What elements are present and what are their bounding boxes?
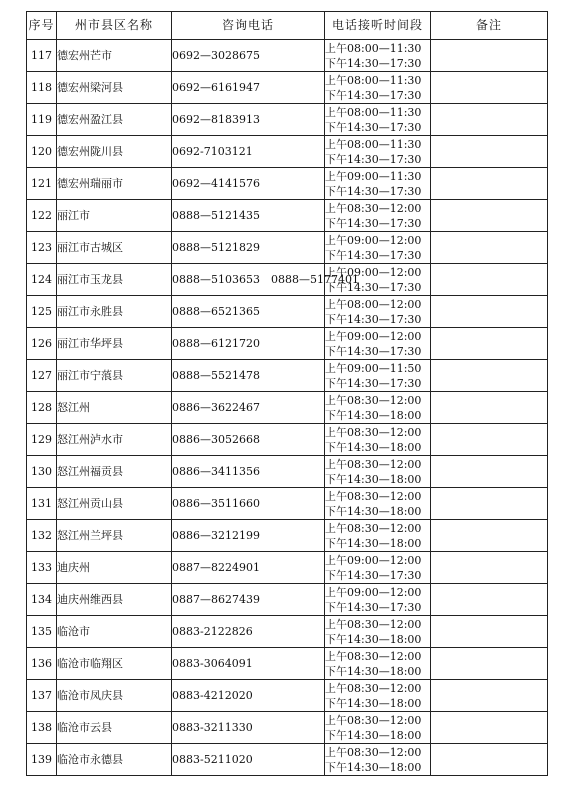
region-name: 临沧市 bbox=[57, 616, 172, 648]
row-number: 136 bbox=[27, 648, 57, 680]
phone-number: 0883-3064091 bbox=[172, 648, 325, 680]
phone-number: 0886—3212199 bbox=[172, 520, 325, 552]
note-cell bbox=[431, 392, 548, 424]
row-number: 135 bbox=[27, 616, 57, 648]
region-name: 丽江市玉龙县 bbox=[57, 264, 172, 296]
answering-hours bbox=[325, 104, 431, 136]
header-region: 州市县区名称 bbox=[57, 12, 172, 40]
table-row bbox=[27, 328, 548, 360]
morning-hours: 上午09:00—12:00 bbox=[325, 553, 422, 567]
morning-hours: 上午08:00—12:00 bbox=[325, 297, 422, 311]
afternoon-hours: 下午14:30—17:30 bbox=[325, 344, 422, 358]
header-hours: 电话接听时间段 bbox=[325, 12, 431, 40]
note-cell bbox=[431, 488, 548, 520]
region-name: 丽江市 bbox=[57, 200, 172, 232]
region-name: 怒江州贡山县 bbox=[57, 488, 172, 520]
note-cell bbox=[431, 136, 548, 168]
morning-hours: 上午09:00—11:30 bbox=[325, 169, 422, 183]
note-cell bbox=[431, 40, 548, 72]
morning-hours: 上午08:00—11:30 bbox=[325, 137, 422, 151]
morning-hours: 上午08:30—12:00 bbox=[325, 425, 422, 439]
afternoon-hours: 下午14:30—17:30 bbox=[325, 56, 422, 70]
row-number: 130 bbox=[27, 456, 57, 488]
answering-hours bbox=[325, 72, 431, 104]
morning-hours: 上午08:30—12:00 bbox=[325, 649, 422, 663]
note-cell bbox=[431, 72, 548, 104]
table-row bbox=[27, 296, 548, 328]
morning-hours: 上午08:00—11:30 bbox=[325, 41, 422, 55]
table-row bbox=[27, 680, 548, 712]
afternoon-hours: 下午14:30—17:30 bbox=[325, 184, 422, 198]
afternoon-hours: 下午14:30—17:30 bbox=[325, 600, 422, 614]
afternoon-hours: 下午14:30—17:30 bbox=[325, 152, 422, 166]
morning-hours: 上午08:00—11:30 bbox=[325, 73, 422, 87]
afternoon-hours: 下午14:30—18:00 bbox=[325, 472, 422, 486]
answering-hours bbox=[325, 40, 431, 72]
phone-number: 0883-5211020 bbox=[172, 744, 325, 776]
morning-hours: 上午08:30—12:00 bbox=[325, 393, 422, 407]
table-row bbox=[27, 72, 548, 104]
table-row bbox=[27, 616, 548, 648]
row-number: 138 bbox=[27, 712, 57, 744]
phone-number: 0886—3411356 bbox=[172, 456, 325, 488]
afternoon-hours: 下午14:30—17:30 bbox=[325, 280, 422, 294]
morning-hours: 上午08:00—11:30 bbox=[325, 105, 422, 119]
answering-hours bbox=[325, 392, 431, 424]
region-name: 怒江州兰坪县 bbox=[57, 520, 172, 552]
morning-hours: 上午09:00—12:00 bbox=[325, 585, 422, 599]
note-cell bbox=[431, 712, 548, 744]
afternoon-hours: 下午14:30—17:30 bbox=[325, 120, 422, 134]
answering-hours bbox=[325, 200, 431, 232]
document-page bbox=[26, 11, 547, 776]
table-row bbox=[27, 232, 548, 264]
contact-table bbox=[26, 11, 548, 776]
note-cell bbox=[431, 744, 548, 776]
answering-hours bbox=[325, 296, 431, 328]
row-number: 121 bbox=[27, 168, 57, 200]
note-cell bbox=[431, 104, 548, 136]
answering-hours bbox=[325, 136, 431, 168]
answering-hours bbox=[325, 712, 431, 744]
note-cell bbox=[431, 648, 548, 680]
answering-hours bbox=[325, 584, 431, 616]
table-row bbox=[27, 200, 548, 232]
afternoon-hours: 下午14:30—18:00 bbox=[325, 760, 422, 774]
afternoon-hours: 下午14:30—17:30 bbox=[325, 88, 422, 102]
phone-number: 0887—8224901 bbox=[172, 552, 325, 584]
row-number: 123 bbox=[27, 232, 57, 264]
note-cell bbox=[431, 520, 548, 552]
morning-hours: 上午08:30—12:00 bbox=[325, 713, 422, 727]
phone-number: 0888—5121435 bbox=[172, 200, 325, 232]
morning-hours: 上午09:00—12:00 bbox=[325, 265, 422, 279]
header-note: 备注 bbox=[431, 12, 548, 40]
note-cell bbox=[431, 616, 548, 648]
header-row bbox=[27, 12, 548, 40]
note-cell bbox=[431, 360, 548, 392]
phone-number: 0888—5103653 0888—5177401 bbox=[172, 264, 325, 296]
phone-number: 0888—5521478 bbox=[172, 360, 325, 392]
note-cell bbox=[431, 232, 548, 264]
afternoon-hours: 下午14:30—17:30 bbox=[325, 568, 422, 582]
table-row bbox=[27, 136, 548, 168]
phone-number: 0886—3511660 bbox=[172, 488, 325, 520]
table-row bbox=[27, 520, 548, 552]
phone-number: 0883-4212020 bbox=[172, 680, 325, 712]
region-name: 迪庆州维西县 bbox=[57, 584, 172, 616]
row-number: 129 bbox=[27, 424, 57, 456]
region-name: 丽江市华坪县 bbox=[57, 328, 172, 360]
answering-hours bbox=[325, 552, 431, 584]
note-cell bbox=[431, 328, 548, 360]
phone-number: 0888—6521365 bbox=[172, 296, 325, 328]
morning-hours: 上午08:30—12:00 bbox=[325, 201, 422, 215]
answering-hours bbox=[325, 648, 431, 680]
table-row bbox=[27, 424, 548, 456]
region-name: 德宏州梁河县 bbox=[57, 72, 172, 104]
region-name: 德宏州芒市 bbox=[57, 40, 172, 72]
phone-number: 0692-7103121 bbox=[172, 136, 325, 168]
phone-number: 0692—8183913 bbox=[172, 104, 325, 136]
row-number: 131 bbox=[27, 488, 57, 520]
afternoon-hours: 下午14:30—18:00 bbox=[325, 440, 422, 454]
note-cell bbox=[431, 168, 548, 200]
phone-number: 0883-3211330 bbox=[172, 712, 325, 744]
region-name: 临沧市临翔区 bbox=[57, 648, 172, 680]
region-name: 迪庆州 bbox=[57, 552, 172, 584]
phone-number: 0888—6121720 bbox=[172, 328, 325, 360]
phone-number: 0887—8627439 bbox=[172, 584, 325, 616]
answering-hours bbox=[325, 520, 431, 552]
row-number: 126 bbox=[27, 328, 57, 360]
table-header bbox=[27, 12, 548, 40]
note-cell bbox=[431, 264, 548, 296]
region-name: 怒江州福贡县 bbox=[57, 456, 172, 488]
note-cell bbox=[431, 552, 548, 584]
afternoon-hours: 下午14:30—18:00 bbox=[325, 664, 422, 678]
morning-hours: 上午09:00—12:00 bbox=[325, 233, 422, 247]
table-row bbox=[27, 648, 548, 680]
header-no: 序号 bbox=[27, 12, 57, 40]
row-number: 124 bbox=[27, 264, 57, 296]
row-number: 117 bbox=[27, 40, 57, 72]
afternoon-hours: 下午14:30—17:30 bbox=[325, 216, 422, 230]
table-body bbox=[27, 40, 548, 776]
answering-hours bbox=[325, 360, 431, 392]
morning-hours: 上午08:30—12:00 bbox=[325, 681, 422, 695]
row-number: 119 bbox=[27, 104, 57, 136]
row-number: 137 bbox=[27, 680, 57, 712]
row-number: 120 bbox=[27, 136, 57, 168]
answering-hours bbox=[325, 616, 431, 648]
region-name: 怒江州 bbox=[57, 392, 172, 424]
note-cell bbox=[431, 424, 548, 456]
morning-hours: 上午08:30—12:00 bbox=[325, 489, 422, 503]
morning-hours: 上午08:30—12:00 bbox=[325, 745, 422, 759]
answering-hours bbox=[325, 424, 431, 456]
answering-hours bbox=[325, 264, 431, 296]
phone-number: 0692—4141576 bbox=[172, 168, 325, 200]
answering-hours bbox=[325, 232, 431, 264]
region-name: 临沧市云县 bbox=[57, 712, 172, 744]
afternoon-hours: 下午14:30—18:00 bbox=[325, 504, 422, 518]
region-name: 临沧市永德县 bbox=[57, 744, 172, 776]
region-name: 临沧市凤庆县 bbox=[57, 680, 172, 712]
phone-number: 0692—3028675 bbox=[172, 40, 325, 72]
answering-hours bbox=[325, 456, 431, 488]
table-row bbox=[27, 744, 548, 776]
morning-hours: 上午09:00—11:50 bbox=[325, 361, 422, 375]
region-name: 德宏州陇川县 bbox=[57, 136, 172, 168]
note-cell bbox=[431, 584, 548, 616]
phone-number: 0883-2122826 bbox=[172, 616, 325, 648]
answering-hours bbox=[325, 168, 431, 200]
table-row bbox=[27, 584, 548, 616]
table-row bbox=[27, 264, 548, 296]
table-row bbox=[27, 392, 548, 424]
row-number: 139 bbox=[27, 744, 57, 776]
answering-hours bbox=[325, 680, 431, 712]
table-row bbox=[27, 168, 548, 200]
note-cell bbox=[431, 456, 548, 488]
afternoon-hours: 下午14:30—18:00 bbox=[325, 632, 422, 646]
row-number: 118 bbox=[27, 72, 57, 104]
row-number: 133 bbox=[27, 552, 57, 584]
row-number: 132 bbox=[27, 520, 57, 552]
afternoon-hours: 下午14:30—18:00 bbox=[325, 408, 422, 422]
table-row bbox=[27, 360, 548, 392]
morning-hours: 上午08:30—12:00 bbox=[325, 457, 422, 471]
answering-hours bbox=[325, 328, 431, 360]
row-number: 125 bbox=[27, 296, 57, 328]
morning-hours: 上午08:30—12:00 bbox=[325, 617, 422, 631]
table-row bbox=[27, 456, 548, 488]
afternoon-hours: 下午14:30—18:00 bbox=[325, 728, 422, 742]
row-number: 134 bbox=[27, 584, 57, 616]
region-name: 丽江市永胜县 bbox=[57, 296, 172, 328]
region-name: 丽江市宁蒗县 bbox=[57, 360, 172, 392]
phone-number: 0886—3052668 bbox=[172, 424, 325, 456]
table-row bbox=[27, 552, 548, 584]
region-name: 德宏州盈江县 bbox=[57, 104, 172, 136]
region-name: 德宏州瑞丽市 bbox=[57, 168, 172, 200]
table-row bbox=[27, 712, 548, 744]
table-row bbox=[27, 104, 548, 136]
table-row bbox=[27, 40, 548, 72]
afternoon-hours: 下午14:30—18:00 bbox=[325, 536, 422, 550]
row-number: 128 bbox=[27, 392, 57, 424]
header-phone: 咨询电话 bbox=[172, 12, 325, 40]
row-number: 122 bbox=[27, 200, 57, 232]
morning-hours: 上午08:30—12:00 bbox=[325, 521, 422, 535]
afternoon-hours: 下午14:30—17:30 bbox=[325, 248, 422, 262]
table-row bbox=[27, 488, 548, 520]
row-number: 127 bbox=[27, 360, 57, 392]
region-name: 怒江州泸水市 bbox=[57, 424, 172, 456]
note-cell bbox=[431, 200, 548, 232]
region-name: 丽江市古城区 bbox=[57, 232, 172, 264]
phone-number: 0692—6161947 bbox=[172, 72, 325, 104]
phone-number: 0888—5121829 bbox=[172, 232, 325, 264]
answering-hours bbox=[325, 488, 431, 520]
morning-hours: 上午09:00—12:00 bbox=[325, 329, 422, 343]
phone-number: 0886—3622467 bbox=[172, 392, 325, 424]
afternoon-hours: 下午14:30—18:00 bbox=[325, 696, 422, 710]
afternoon-hours: 下午14:30—17:30 bbox=[325, 312, 422, 326]
note-cell bbox=[431, 680, 548, 712]
afternoon-hours: 下午14:30—17:30 bbox=[325, 376, 422, 390]
answering-hours bbox=[325, 744, 431, 776]
note-cell bbox=[431, 296, 548, 328]
